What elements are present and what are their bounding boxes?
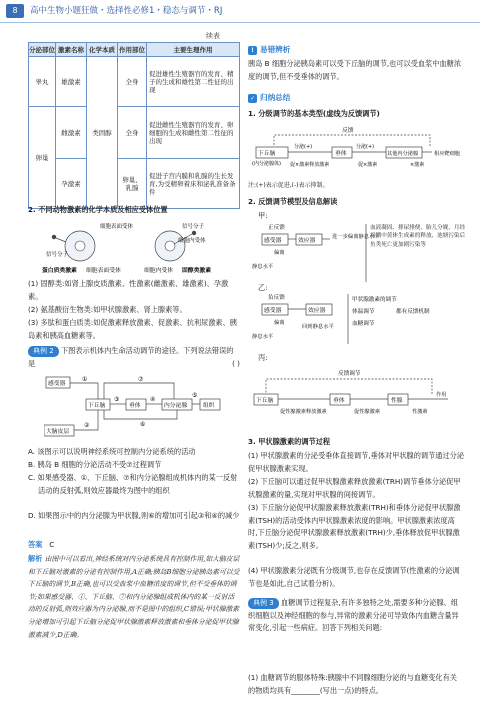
label-pos-fb: 正反馈 — [268, 225, 285, 231]
label-yi: 乙: — [258, 283, 268, 292]
summary-icon: ✓ — [249, 95, 256, 102]
para-peptide: (3) 多肽和蛋白质类:如促激素释放激素、促激素、抗利尿激素、胰岛素和胰高血糖素等。 — [28, 318, 237, 340]
label-rest-b: 静息水平 — [252, 334, 274, 340]
label-h2: 促×激素 — [358, 162, 378, 168]
label-deviate-b: 偏离 — [274, 320, 285, 326]
cell-function: 促进子宫内膜和乳腺的生长发育,为受精卵着床和泌乳准备条件 — [147, 159, 240, 209]
label-endocrine: 内分泌腺 — [164, 403, 188, 409]
tip-header — [248, 44, 464, 57]
label-signal-left: 信号分子 — [46, 252, 69, 258]
num-2: ② — [84, 422, 90, 429]
option-d: D. 如果图示中的内分泌腺为甲状腺,则⑥的增加可引起③和④的减少 — [28, 511, 240, 520]
num-4: ④ — [150, 396, 156, 403]
answer-label: 答案 — [28, 540, 43, 549]
regulation-pathway-diagram — [44, 373, 224, 441]
label-pituitary: 垂体 — [129, 403, 141, 409]
th-site: 分泌部位 — [29, 43, 56, 57]
th-target: 作用部位 — [118, 43, 147, 57]
label-neg-fb: 负反馈 — [268, 295, 285, 301]
gonad-feedback-diagram — [252, 368, 466, 432]
analysis-block — [28, 553, 240, 641]
label-effector-b: 效应器 — [308, 308, 326, 314]
page-number: 8 — [6, 4, 24, 18]
label-h3: ×激素 — [410, 162, 425, 168]
arrow-1 — [70, 383, 98, 399]
label-cortex: 大脑皮层 — [46, 429, 70, 435]
example-2-paren: ( ) — [232, 358, 240, 368]
num-1: ① — [82, 376, 88, 383]
label-feedback-c: 反馈调节 — [338, 371, 361, 377]
cell-site: 卵巢 — [29, 107, 56, 209]
cell-target: 卵巢、乳腺 — [118, 159, 147, 209]
option-a: A. 该图示可以说明神经系统可控制内分泌系统的活动 — [28, 447, 196, 456]
label-protein-hormone: 蛋白质类激素 — [42, 268, 77, 274]
note-b-2: 体温调节 — [352, 309, 375, 315]
feedback-dash-c — [266, 379, 432, 394]
label-feedback: 反馈 — [342, 128, 354, 134]
cell-target: 全身 — [118, 107, 147, 159]
note-b-4: 都有反馈机制 — [396, 309, 430, 315]
note-b-3: 血糖调节 — [352, 321, 375, 327]
signal-dot-right — [192, 231, 196, 235]
summary-tag-label: 归纳总结 — [260, 93, 291, 103]
para-steroid: (1) 固醇类:如肾上腺皮质激素、性激素(雌激素、雄激素)、孕激素。 — [28, 279, 229, 301]
summary-s1-title: 1. 分级调节的基本类型(虚线为反馈调节) — [248, 109, 380, 118]
example-3-tag: 典例 3 — [248, 598, 279, 609]
label-other: 其他内分泌腺 — [387, 151, 419, 157]
num-3: ③ — [114, 396, 120, 403]
label-signal-right: 信号分子 — [182, 224, 205, 230]
example-2-question: 下图表示机体内生命活动调节的途径。下列说法错误的是 — [28, 346, 234, 368]
label-deviate-a: 偏离 — [274, 250, 285, 256]
th-nature: 化学本质 — [87, 43, 118, 57]
example-3 — [248, 597, 464, 635]
receptor-diagram — [42, 220, 222, 276]
table-continue-label: 续表 — [206, 32, 220, 40]
nucleus-right — [165, 241, 175, 251]
num-6: ⑥ — [140, 421, 146, 428]
negative-feedback-diagram — [252, 292, 466, 350]
label-sensor-b: 感受器 — [264, 308, 282, 314]
label-h2-c: 促性腺激素 — [354, 409, 380, 415]
page-header — [0, 0, 480, 24]
cell-nature: 类固醇 — [87, 57, 118, 209]
cell-site: 睾丸 — [29, 57, 56, 107]
label-inner-receptor: 细胞内受体 — [144, 268, 173, 274]
arrow-6 — [104, 410, 177, 419]
cell-target: 全身 — [118, 57, 147, 107]
label-bing: 丙: — [258, 353, 268, 362]
label-hypothalamus: 下丘脑 — [88, 403, 106, 409]
label-hypo-c: 下丘脑 — [256, 398, 274, 404]
num-7: ⑦ — [138, 376, 144, 383]
answer-line — [28, 539, 240, 552]
book-title: 高中生物小题狂做・选择性必修1・稳态与调节・RJ — [30, 6, 223, 16]
s3-para-3: (3) 下丘脑分泌促甲状腺激素释放激素(TRH)和垂体分泌促甲状腺激素(TSH)的活动受体内甲状腺激素浓度的影响。甲状腺激素浓度高时,下丘脑分泌促甲状腺激素释放激素(TRH)少,垂体释放促甲状腺激素(TSH)少;反之,则多。 — [248, 503, 461, 550]
s3-para-1: (1) 甲状腺激素的分泌受垂体直接调节,垂体对甲状腺的调节通过分泌促甲状腺激素实现。 — [248, 451, 465, 473]
th-function: 主要生理作用 — [147, 43, 240, 57]
analysis-label: 解析 — [28, 554, 43, 563]
arrow-signal-left — [56, 238, 66, 242]
note-b-1: 甲状腺激素的调节 — [352, 297, 397, 303]
analysis-text: 由图中可以看出,神经系统对内分泌系统具有控制作用,如大脑皮层和下丘脑对激素的分泌有控制作用,A正确;胰岛B细胞分泌胰岛素可以受下丘脑的调节,B正确,也可以受血浆中血糖浓度的调节,但不受垂体的调节;如果感受器、①、下丘脑、⑦和内分泌腺组成机体内的某一反射活动的反射弧,则效应器为内分泌腺,而不是图中的组织,C错误;甲状腺激素分泌增加可引起下丘脑分泌促甲状腺激素释放激素和垂体分泌促甲状腺激素减少,D正确。 — [28, 555, 240, 639]
table-header-row — [29, 43, 240, 57]
label-receptor: 感受器 — [48, 381, 66, 387]
answer-value: C — [49, 540, 55, 549]
section-2-title: 2. 不同动物激素的化学本质及相应受体位置 — [28, 205, 168, 214]
example-2-tag: 典例 2 — [28, 346, 59, 357]
label-effect-c: 作用 — [436, 392, 447, 398]
signal-dot-left — [52, 235, 56, 239]
label-h1: 促×激素释放激素 — [290, 162, 330, 168]
label-sensor-a: 感受器 — [264, 238, 282, 244]
tip-tag — [248, 44, 290, 57]
hierarchy-diagram — [250, 124, 464, 184]
label-intracellular-receptor: 细胞内受体 — [178, 238, 206, 244]
notes-a-text: 血液凝固、排尿排便、胎儿分娩、月经周期中黄体生成素的释放、池塘污染后鱼类死亡更加剧污染等 — [370, 225, 466, 248]
num-5: ⑤ — [192, 392, 198, 399]
label-surface-receptor: 细胞表面受体 — [86, 268, 121, 274]
summary-tag — [248, 92, 290, 105]
label-steroid-hormone: 固醇类激素 — [182, 268, 211, 274]
table-row — [29, 57, 240, 107]
label-s1: 分泌(+) — [294, 144, 313, 150]
cell-function: 促进雄性生殖器官的发育、精子的生成和雄性第二性征的出现 — [147, 57, 240, 107]
example-3-text: 血糖调节过程复杂,有许多独特之处,需要多种分泌腺、组织细胞以及神经细胞的参与,异常的激素分泌可导致体内血糖含量异常变化,引起一些病症。回答下列相关问题: — [248, 598, 459, 632]
label-pit-c: 垂体 — [333, 398, 345, 404]
label-membrane-receptor: 细胞表面受体 — [100, 224, 134, 230]
label-back: 回到静息水平 — [302, 324, 334, 330]
label-s2: 分泌(+) — [356, 144, 375, 150]
th-name: 激素名称 — [56, 43, 87, 57]
positive-feedback-diagram — [252, 222, 466, 284]
label-hypo-sub: (内分泌腺体) — [252, 161, 281, 167]
example-2 — [28, 345, 240, 370]
tip-tag-label: 易错辨析 — [260, 45, 291, 55]
option-b: B. 胰岛 B 细胞的分泌活动不受⑦过程调节 — [28, 460, 162, 469]
summary-s2-title: 2. 反馈调节模型及信息解读 — [248, 197, 338, 206]
label-hypo: 下丘脑 — [258, 151, 276, 157]
label-rest-a: 静息水平 — [252, 264, 274, 270]
label-tissue: 组织 — [203, 403, 215, 409]
example-3-q1: (1) 血糖调节的服体特殊:胰腺中不同腺细胞分泌的与血糖变化有关的物质均具有________(写出一点)的特点。 — [248, 673, 457, 695]
table-row — [29, 107, 240, 159]
option-c: C. 如果感受器、①、下丘脑、⑦和内分泌腺组成机体内的某一反射活动的反射弧,则效应器最终为图中的组织 — [28, 473, 238, 495]
label-effector-a: 效应器 — [298, 238, 316, 244]
warning-icon: ! — [248, 46, 257, 55]
cell-name: 雌激素 — [56, 107, 87, 159]
cell-name: 雄激素 — [56, 57, 87, 107]
label-h1-c: 促性腺激素释放激素 — [280, 409, 327, 415]
diagram-note: 注:(+)表示促进,(-)表示抑制。 — [248, 182, 329, 189]
label-further: 进一步偏离静息水平 — [332, 234, 380, 240]
label-pit: 垂体 — [335, 151, 347, 157]
nucleus-left — [75, 241, 85, 251]
para-amino: (2) 氨基酸衍生物类:如甲状腺激素、肾上腺素等。 — [28, 305, 187, 314]
table-row — [29, 159, 240, 209]
summary-s3-title: 3. 甲状腺激素的调节过程 — [248, 437, 331, 446]
cell-function: 促进雌性生殖器官的发育、卵细胞的生成和雌性第二性征的出现 — [147, 107, 240, 159]
s3-para-2: (2) 下丘脑可以通过促甲状腺激素释放激素(TRH)调节垂体分泌促甲状腺激素的量,实现对甲状腺的间接调节。 — [248, 477, 461, 499]
label-h3-c: 性激素 — [412, 409, 428, 415]
header-divider — [0, 22, 480, 23]
notes-a — [370, 224, 466, 284]
s3-para-4: (4) 甲状腺激素分泌既有分级调节,也存在反馈调节(性激素的分泌调节也是如此,自己试着分析)。 — [248, 566, 460, 588]
summary-header — [248, 92, 464, 105]
hormone-table — [28, 42, 240, 209]
label-jia: 甲: — [258, 211, 268, 220]
label-gonad: 性腺 — [391, 398, 403, 404]
label-target: 相应靶细胞 — [434, 151, 460, 157]
tip-text: 胰岛 B 细胞分泌胰岛素可以受下丘脑的调节,也可以受血浆中血糖浓度的调节,但不受垂体的调节。 — [248, 59, 462, 81]
cell-name: 孕激素 — [56, 159, 87, 209]
